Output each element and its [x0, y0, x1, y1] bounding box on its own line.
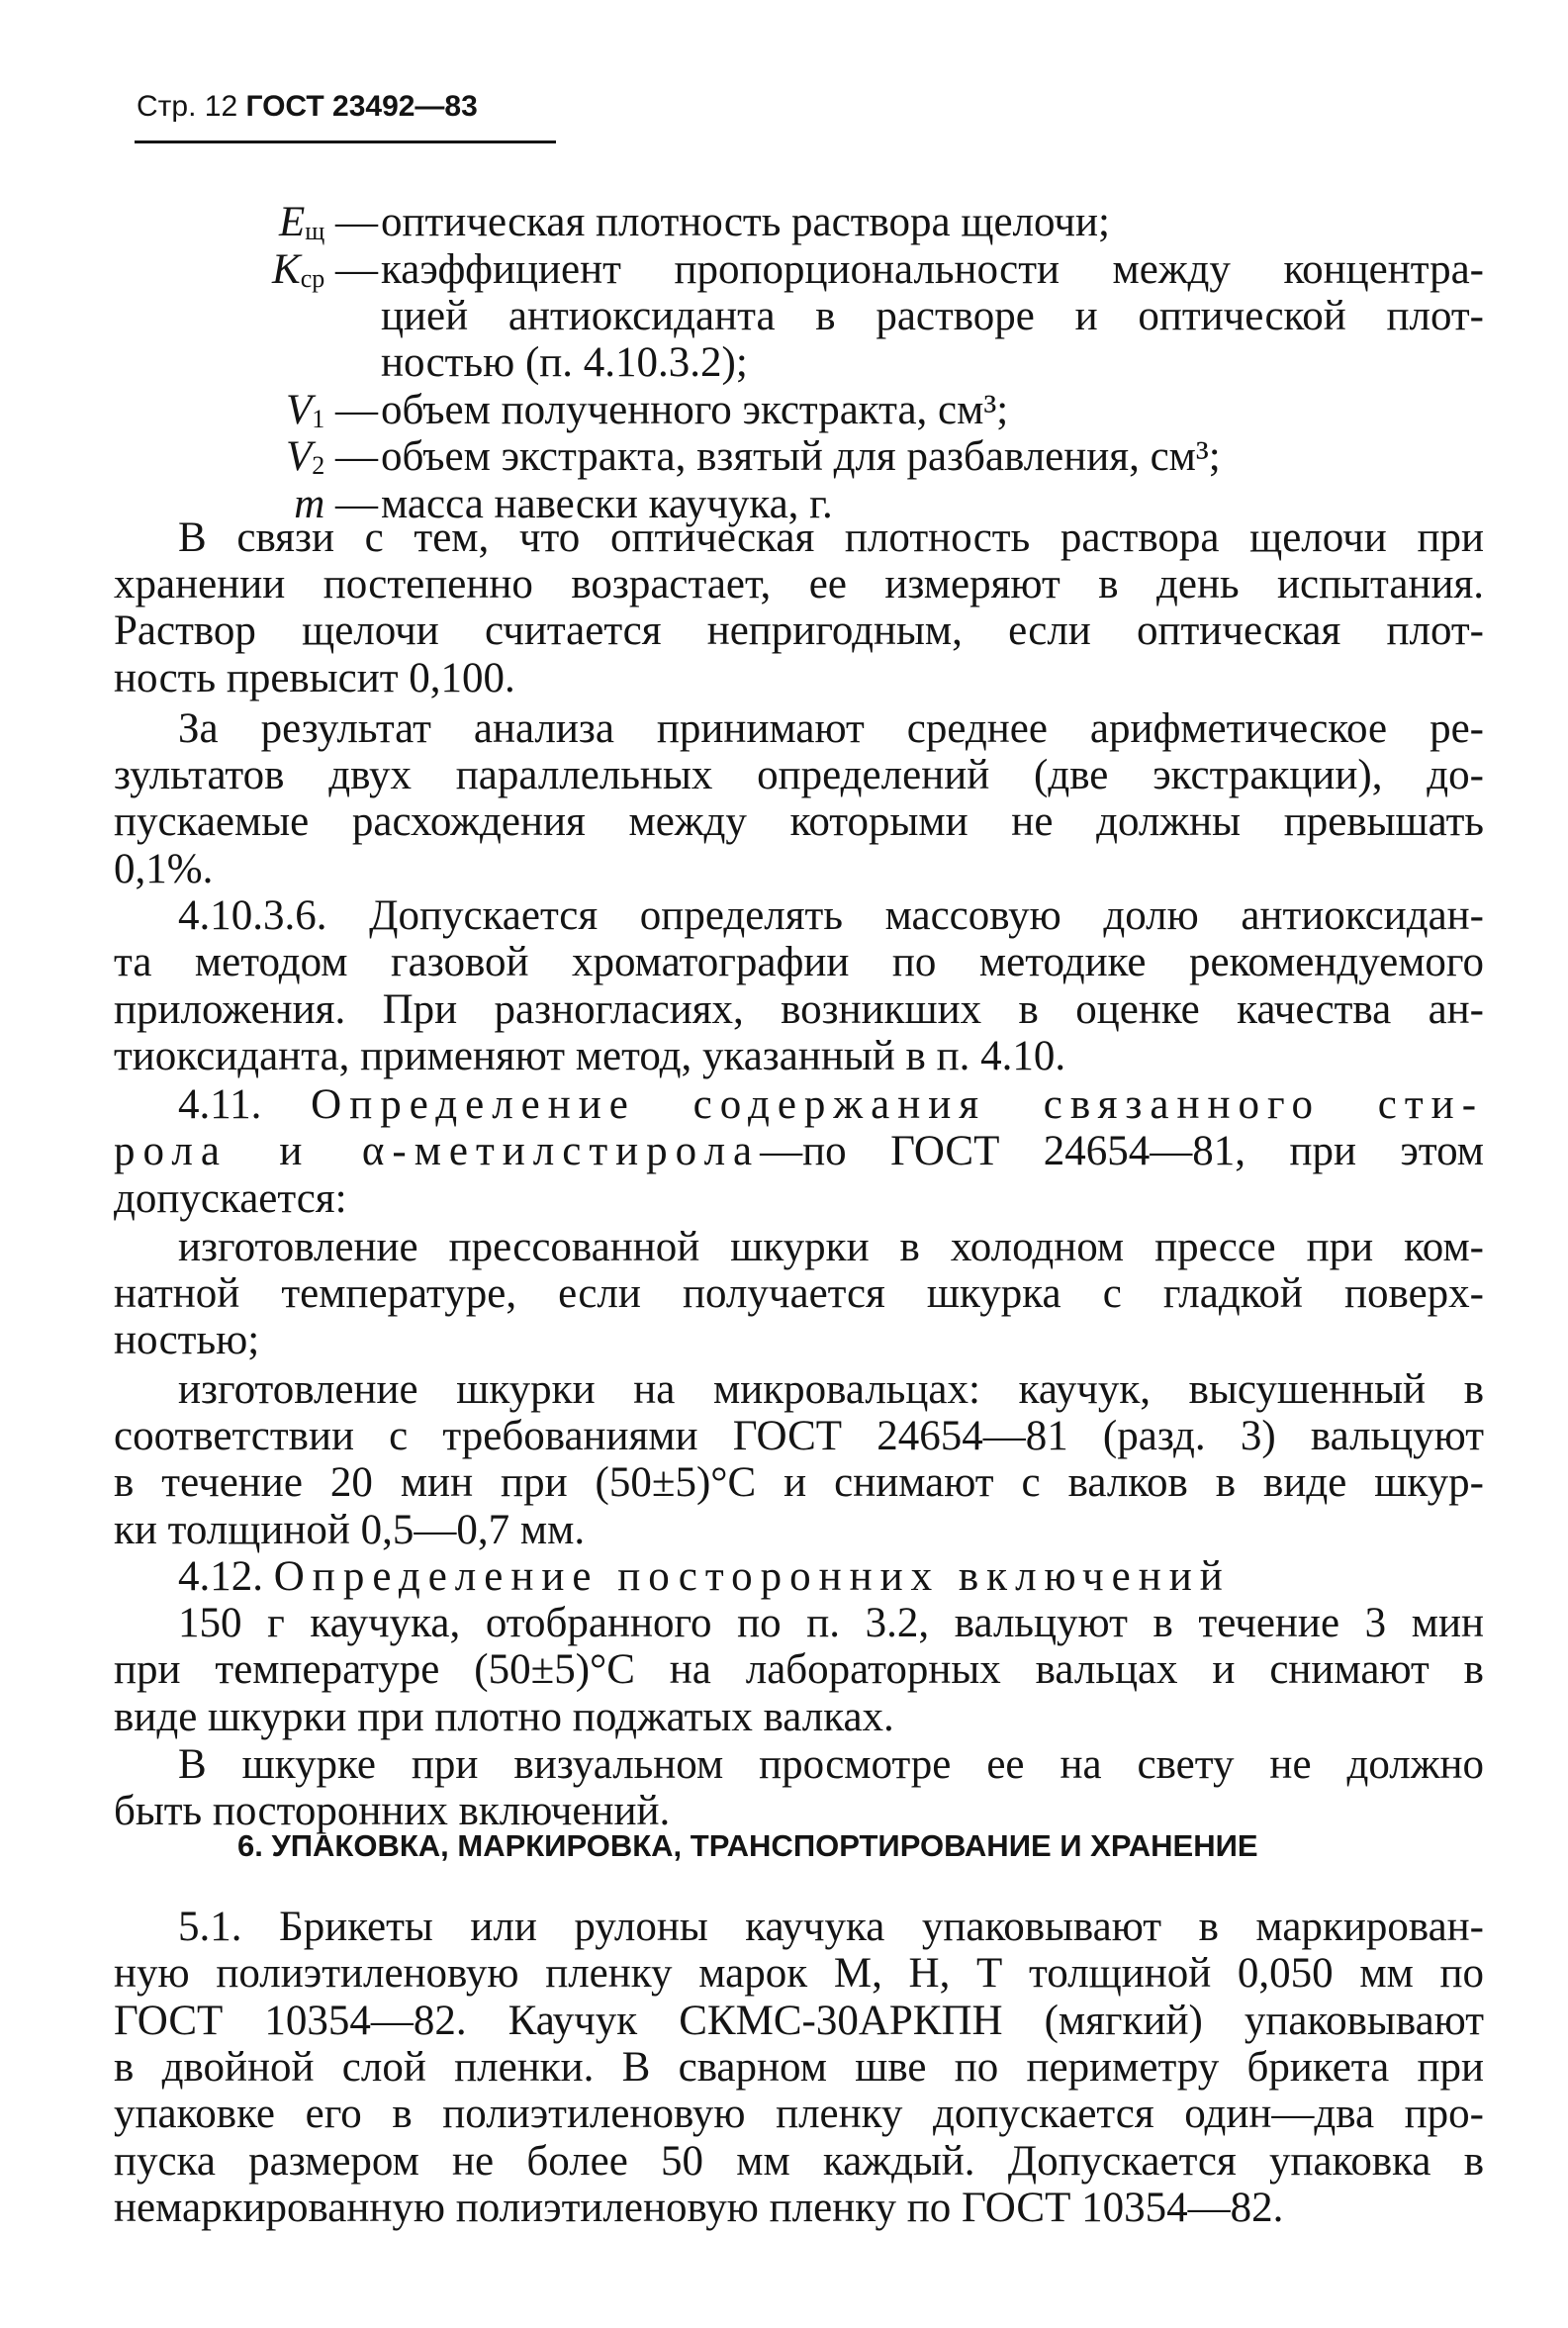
paragraph-line: 0,1%. — [114, 846, 214, 892]
symbol-v2: $V_2$ — — [285, 433, 378, 480]
paragraph-line: та методом газовой хроматографии по методике рекомендуемого — [114, 939, 1484, 985]
paragraph-line: при температуре (50±5)°С на лабораторных вальцах и снимают в — [114, 1646, 1484, 1693]
paragraph-line: упаковке его в полиэтиленовую пленку допускается один—два про- — [114, 2091, 1484, 2137]
paragraph-line: 150 г каучука, отобранного по п. 3.2, вальцуют в течение 3 мин — [178, 1600, 1484, 1646]
paragraph-line: соответствии с требованиями ГОСТ 24654—81 (разд. 3) вальцуют — [114, 1413, 1484, 1459]
section-title: 6. УПАКОВКА, МАРКИРОВКА, ТРАНСПОРТИРОВАНИЕ И ХРАНЕНИЕ — [237, 1828, 1258, 1863]
symbol-m: m — — [294, 481, 378, 527]
paragraph-line: хранении постепенно возрастает, ее измеряют в день испытания. — [114, 561, 1484, 607]
paragraph-line: быть посторонних включений. — [114, 1788, 671, 1834]
symbol-v1: $V_1$ — — [285, 387, 378, 433]
definition-line: ностью (п. 4.10.3.2); — [381, 339, 748, 386]
page-number: Стр. 12 — [137, 90, 238, 123]
definition-line: объем полученного экстракта, см³; — [381, 387, 1009, 433]
paragraph-line: ную полиэтиленовую пленку марок М, Н, Т толщиной 0,050 мм по — [114, 1950, 1484, 1997]
symbol-k-avg: $K_{ср}$ — — [272, 246, 378, 293]
paragraph-line: За результат анализа принимают среднее арифметическое ре- — [178, 705, 1484, 752]
paragraph-line: пускаемые расхождения между которыми не должны превышать — [114, 798, 1484, 845]
paragraph-line: в двойной слой пленки. В сварном шве по периметру брикета при — [114, 2044, 1484, 2091]
section-4-11-heading-cont: рола и α-метилстирола—по ГОСТ 24654—81, при этом — [114, 1128, 1485, 1174]
paragraph-line: ки толщиной 0,5—0,7 мм. — [114, 1507, 586, 1553]
paragraph-line: зультатов двух параллельных определений (две экстракции), до- — [114, 752, 1484, 798]
symbol-e-alkali: $E_щ$ — — [278, 199, 378, 245]
section-4-11-heading: 4.11. Определение содержания связанного сти- — [178, 1081, 1485, 1128]
paragraph-line: 5.1. Брикеты или рулоны каучука упаковывают в маркирован- — [178, 1904, 1484, 1950]
paragraph-line: В шкурке при визуальном просмотре ее на свету не должно — [178, 1741, 1484, 1788]
paragraph-line: натной температуре, если получается шкурка с гладкой поверх- — [114, 1270, 1484, 1317]
paragraph-line: в течение 20 мин при (50±5)°С и снимают с валков в виде шкур- — [114, 1459, 1484, 1506]
standard-number: ГОСТ 23492—83 — [245, 90, 478, 123]
section-4-12-heading: 4.12. Определение посторонних включений — [178, 1553, 1231, 1600]
paragraph-line: изготовление шкурки на микровальцах: каучук, высушенный в — [178, 1366, 1484, 1413]
definition-line: масса навески каучука, г. — [381, 481, 833, 527]
paragraph-line: немаркированную полиэтиленовую пленку по ГОСТ 10354—82. — [114, 2185, 1284, 2231]
paragraph-line: ность превысит 0,100. — [114, 655, 515, 701]
paragraph-line: виде шкурки при плотно поджатых валках. — [114, 1694, 894, 1740]
paragraph-line: Раствор щелочи считается непригодным, если оптическая плот- — [114, 607, 1484, 654]
paragraph-line: ГОСТ 10354—82. Каучук СКМС-30АРКПН (мягкий) упаковывают — [114, 1998, 1484, 2044]
paragraph-line: изготовление прессованной шкурки в холодном прессе при ком- — [178, 1224, 1484, 1270]
definition-line: цией антиоксиданта в растворе и оптической плот- — [381, 293, 1484, 339]
definition-line: объем экстракта, взятый для разбавления, см³; — [381, 433, 1221, 480]
paragraph-line: пуска размером не более 50 мм каждый. Допускается упаковка в — [114, 2138, 1484, 2185]
paragraph-line: ностью; — [114, 1317, 260, 1363]
paragraph-line: приложения. При разногласиях, возникших в оценке качества ан- — [114, 986, 1484, 1033]
definition-line: каэффициент пропорциональности между концентра- — [381, 246, 1484, 293]
paragraph-line: В связи с тем, что оптическая плотность раствора щелочи при — [178, 514, 1484, 561]
paragraph-line: 4.10.3.6. Допускается определять массовую долю антиоксидан- — [178, 892, 1484, 939]
page-header — [137, 89, 478, 125]
header-rule — [135, 140, 556, 143]
definition-line: оптическая плотность раствора щелочи; — [381, 199, 1110, 245]
paragraph-line: тиоксиданта, применяют метод, указанный в п. 4.10. — [114, 1033, 1066, 1079]
paragraph-line: допускается: — [114, 1175, 347, 1222]
